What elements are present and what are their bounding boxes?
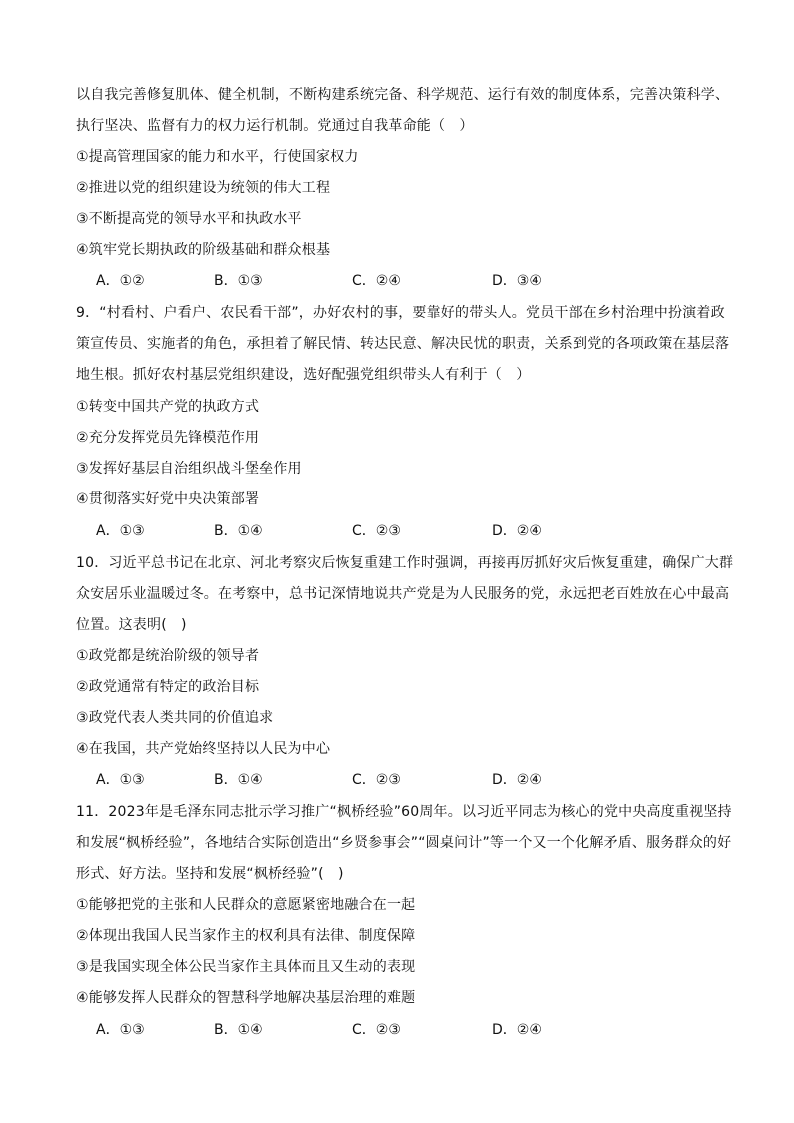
q10-option-c: C．②③	[352, 772, 401, 788]
q8-item-2: ②推进以党的组织建设为统领的伟大工程	[76, 180, 331, 196]
q9-option-a: A．①③	[96, 523, 145, 539]
q9-stem-line-1: 9．“村看村、户看户、农民看干部”，办好农村的事，要靠好的带头人。党员干部在乡村治理中扮演着政	[76, 305, 725, 321]
q10-option-b: B．①④	[214, 772, 263, 788]
q8-stem-line-2: 执行坚决、监督有力的权力运行机制。党通过自我革命能（ ）	[76, 118, 474, 134]
q10-stem-line-3: 位置。这表明( )	[76, 617, 187, 633]
q10-options	[96, 771, 656, 789]
q9-item-3: ③发挥好基层自治组织战斗堡垒作用	[76, 461, 302, 477]
q11-option-a: A．①③	[96, 1022, 145, 1038]
q9-option-d: D．②④	[492, 523, 542, 539]
q11-item-3: ③是我国实现全体公民当家作主具体而且又生动的表现	[76, 959, 416, 975]
q10-option-d: D．②④	[492, 772, 542, 788]
q9-options	[96, 522, 656, 540]
q11-stem-line-1: 11．2023年是毛泽东同志批示学习推广“枫桥经验”60周年。以习近平同志为核心的党中央高度重视坚持	[76, 804, 732, 820]
q11-option-d: D．②④	[492, 1022, 542, 1038]
q9-option-b: B．①④	[214, 523, 263, 539]
q9-item-4: ④贯彻落实好党中央决策部署	[76, 491, 260, 507]
q8-options	[96, 272, 656, 290]
q11-stem-line-3: 形式、好方法。坚持和发展“枫桥经验”( )	[76, 866, 344, 882]
q8-item-4: ④筑牢党长期执政的阶级基础和群众根基	[76, 242, 331, 258]
q8-item-3: ③不断提高党的领导水平和执政水平	[76, 211, 302, 227]
q8-stem-line-1: 以自我完善修复肌体、健全机制，不断构建系统完备、科学规范、运行有效的制度体系，完善决策科学、	[76, 87, 730, 103]
q10-item-4: ④在我国，共产党始终坚持以人民为中心	[76, 741, 331, 757]
q9-item-1: ①转变中国共产党的执政方式	[76, 399, 260, 415]
q11-option-c: C．②③	[352, 1022, 401, 1038]
q10-stem-line-1: 10．习近平总书记在北京、河北考察灾后恢复重建工作时强调，再接再厉抓好灾后恢复重建，确保广大群	[76, 555, 734, 571]
q11-item-1: ①能够把党的主张和人民群众的意愿紧密地融合在一起	[76, 897, 416, 913]
q10-item-2: ②政党通常有特定的政治目标	[76, 679, 260, 695]
q9-stem-line-2: 策宣传员、实施者的角色，承担着了解民情、转达民意、解决民忧的职责，关系到党的各项政策在基层落	[76, 336, 730, 352]
q10-option-a: A．①③	[96, 772, 145, 788]
q8-option-b: B．①③	[214, 273, 263, 289]
q11-item-2: ②体现出我国人民当家作主的权利具有法律、制度保障	[76, 928, 416, 944]
q8-item-1: ①提高管理国家的能力和水平，行使国家权力	[76, 149, 359, 165]
q11-stem-line-2: 和发展“枫桥经验”，各地结合实际创造出“乡贤参事会”“圆桌问计”等一个又一个化解矛盾、服务群众的好	[76, 835, 732, 851]
q8-option-a: A．①②	[96, 273, 145, 289]
q10-item-1: ①政党都是统治阶级的领导者	[76, 648, 260, 664]
q10-item-3: ③政党代表人类共同的价值追求	[76, 710, 274, 726]
q9-item-2: ②充分发挥党员先锋模范作用	[76, 430, 260, 446]
q11-options	[96, 1021, 656, 1039]
q9-option-c: C．②③	[352, 523, 401, 539]
q10-stem-line-2: 众安居乐业温暖过冬。在考察中，总书记深情地说共产党是为人民服务的党，永远把老百姓放在心中最高	[76, 586, 730, 602]
q8-option-c: C．②④	[352, 273, 401, 289]
q8-option-d: D．③④	[492, 273, 542, 289]
q11-option-b: B．①④	[214, 1022, 263, 1038]
q11-item-4: ④能够发挥人民群众的智慧科学地解决基层治理的难题	[76, 990, 416, 1006]
q9-stem-line-3: 地生根。抓好农村基层党组织建设，选好配强党组织带头人有利于（ ）	[76, 367, 531, 383]
